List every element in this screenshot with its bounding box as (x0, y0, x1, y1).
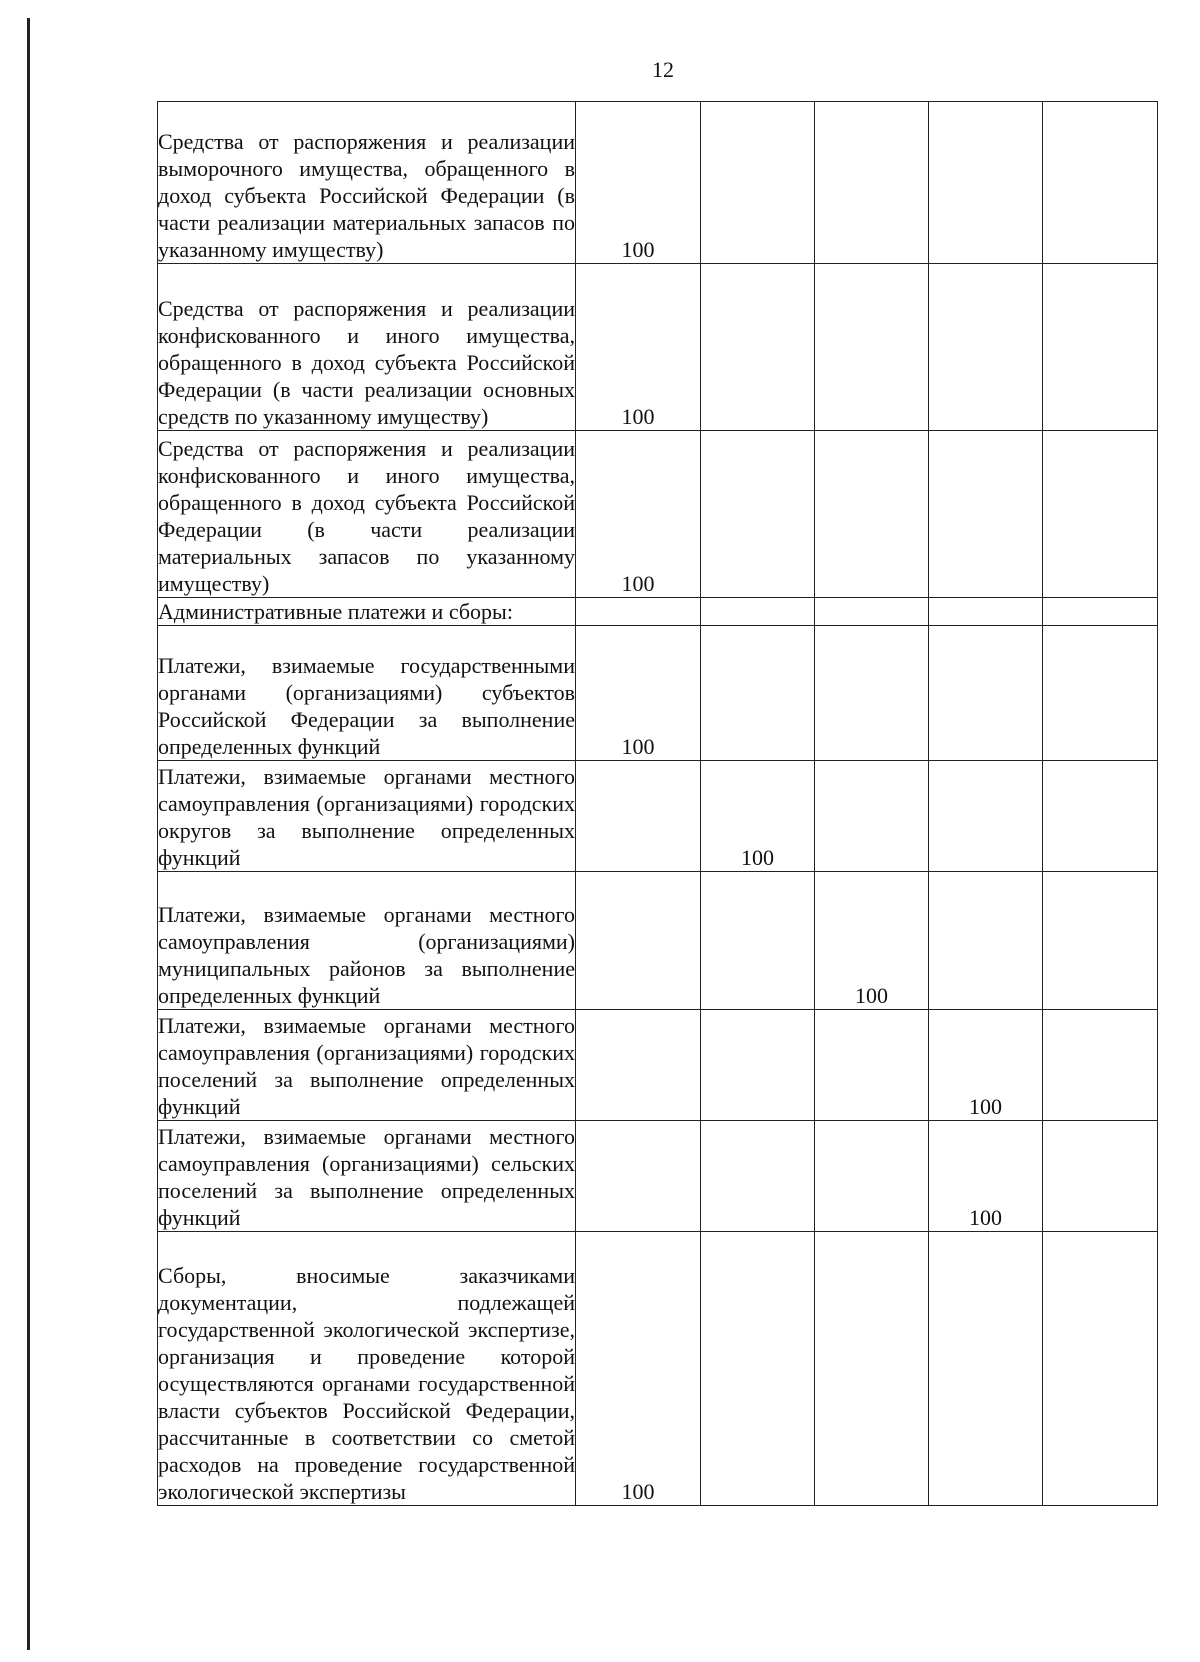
value-cell (1043, 598, 1158, 626)
value-cell (929, 872, 1043, 1010)
table-row (158, 872, 1158, 1010)
row-description: Платежи, взимаемые органами местного самоуправления (организациями) муниципальных районов за выполнение определенных функций (158, 872, 576, 1010)
value-cell (815, 431, 929, 598)
value-cell (701, 102, 815, 264)
value-cell (815, 626, 929, 761)
value-cell (815, 598, 929, 626)
value-cell (701, 431, 815, 598)
value-cell (815, 264, 929, 431)
value-cell (815, 1121, 929, 1232)
value-cell: 100 (576, 102, 701, 264)
value-cell (576, 598, 701, 626)
value-cell (576, 1121, 701, 1232)
row-description: Средства от распоряжения и реализации выморочного имущества, обращенного в доход субъекта Российской Федерации (в части реализации материальных запасов по указанному имуществу) (158, 102, 576, 264)
value-cell (815, 761, 929, 872)
table-row (158, 1232, 1158, 1506)
value-cell (701, 1232, 815, 1506)
row-description: Платежи, взимаемые государственными органами (организациями) субъектов Российской Федерации за выполнение определенных функций (158, 626, 576, 761)
table-row (158, 102, 1158, 264)
value-cell (576, 1010, 701, 1121)
value-cell (701, 598, 815, 626)
row-description: Платежи, взимаемые органами местного самоуправления (организациями) городских округов за выполнение определенных функций (158, 761, 576, 872)
row-description: Средства от распоряжения и реализации конфискованного и иного имущества, обращенного в доход субъекта Российской Федерации (в части реализации основных средств по указанному имуществу) (158, 264, 576, 431)
value-cell (929, 102, 1043, 264)
value-cell: 100 (576, 431, 701, 598)
value-cell (701, 264, 815, 431)
binding-line (27, 18, 30, 1650)
row-description: Административные платежи и сборы: (158, 598, 576, 626)
value-cell (929, 598, 1043, 626)
value-cell: 100 (815, 872, 929, 1010)
value-cell (1043, 761, 1158, 872)
table-row (158, 598, 1158, 626)
value-cell (929, 626, 1043, 761)
table-row (158, 1010, 1158, 1121)
table-row (158, 1121, 1158, 1232)
value-cell (929, 431, 1043, 598)
row-description: Средства от распоряжения и реализации конфискованного и иного имущества, обращенного в доход субъекта Российской Федерации (в части реализации материальных запасов по указанному имуществу) (158, 431, 576, 598)
row-description: Платежи, взимаемые органами местного самоуправления (организациями) городских поселений за выполнение определенных функций (158, 1010, 576, 1121)
value-cell (1043, 431, 1158, 598)
value-cell (815, 1010, 929, 1121)
value-cell: 100 (576, 1232, 701, 1506)
value-cell (1043, 1121, 1158, 1232)
table-row (158, 264, 1158, 431)
value-cell: 100 (576, 264, 701, 431)
value-cell (929, 761, 1043, 872)
page-number: 12 (652, 57, 674, 82)
value-cell (576, 872, 701, 1010)
value-cell (929, 1232, 1043, 1506)
value-cell (701, 1121, 815, 1232)
value-cell (701, 872, 815, 1010)
revenue-distribution-table (157, 101, 1158, 1506)
value-cell (1043, 1232, 1158, 1506)
value-cell: 100 (701, 761, 815, 872)
value-cell (701, 1010, 815, 1121)
row-description: Платежи, взимаемые органами местного самоуправления (организациями) сельских поселений за выполнение определенных функций (158, 1121, 576, 1232)
table-row (158, 626, 1158, 761)
value-cell (576, 761, 701, 872)
value-cell (1043, 626, 1158, 761)
value-cell (701, 626, 815, 761)
value-cell (1043, 102, 1158, 264)
table-row (158, 431, 1158, 598)
table-row (158, 761, 1158, 872)
value-cell (1043, 872, 1158, 1010)
value-cell (815, 1232, 929, 1506)
value-cell: 100 (929, 1010, 1043, 1121)
value-cell (1043, 264, 1158, 431)
value-cell: 100 (576, 626, 701, 761)
value-cell (815, 102, 929, 264)
value-cell: 100 (929, 1121, 1043, 1232)
row-description: Сборы, вносимые заказчиками документации, подлежащей государственной экологической экспертизе, организация и проведение которой осуществляются органами государственной власти субъектов Российской Федерации, рассчитанные в соответствии со сметой расходов на проведение государственной экологической экспертизы (158, 1232, 576, 1506)
value-cell (1043, 1010, 1158, 1121)
value-cell (929, 264, 1043, 431)
